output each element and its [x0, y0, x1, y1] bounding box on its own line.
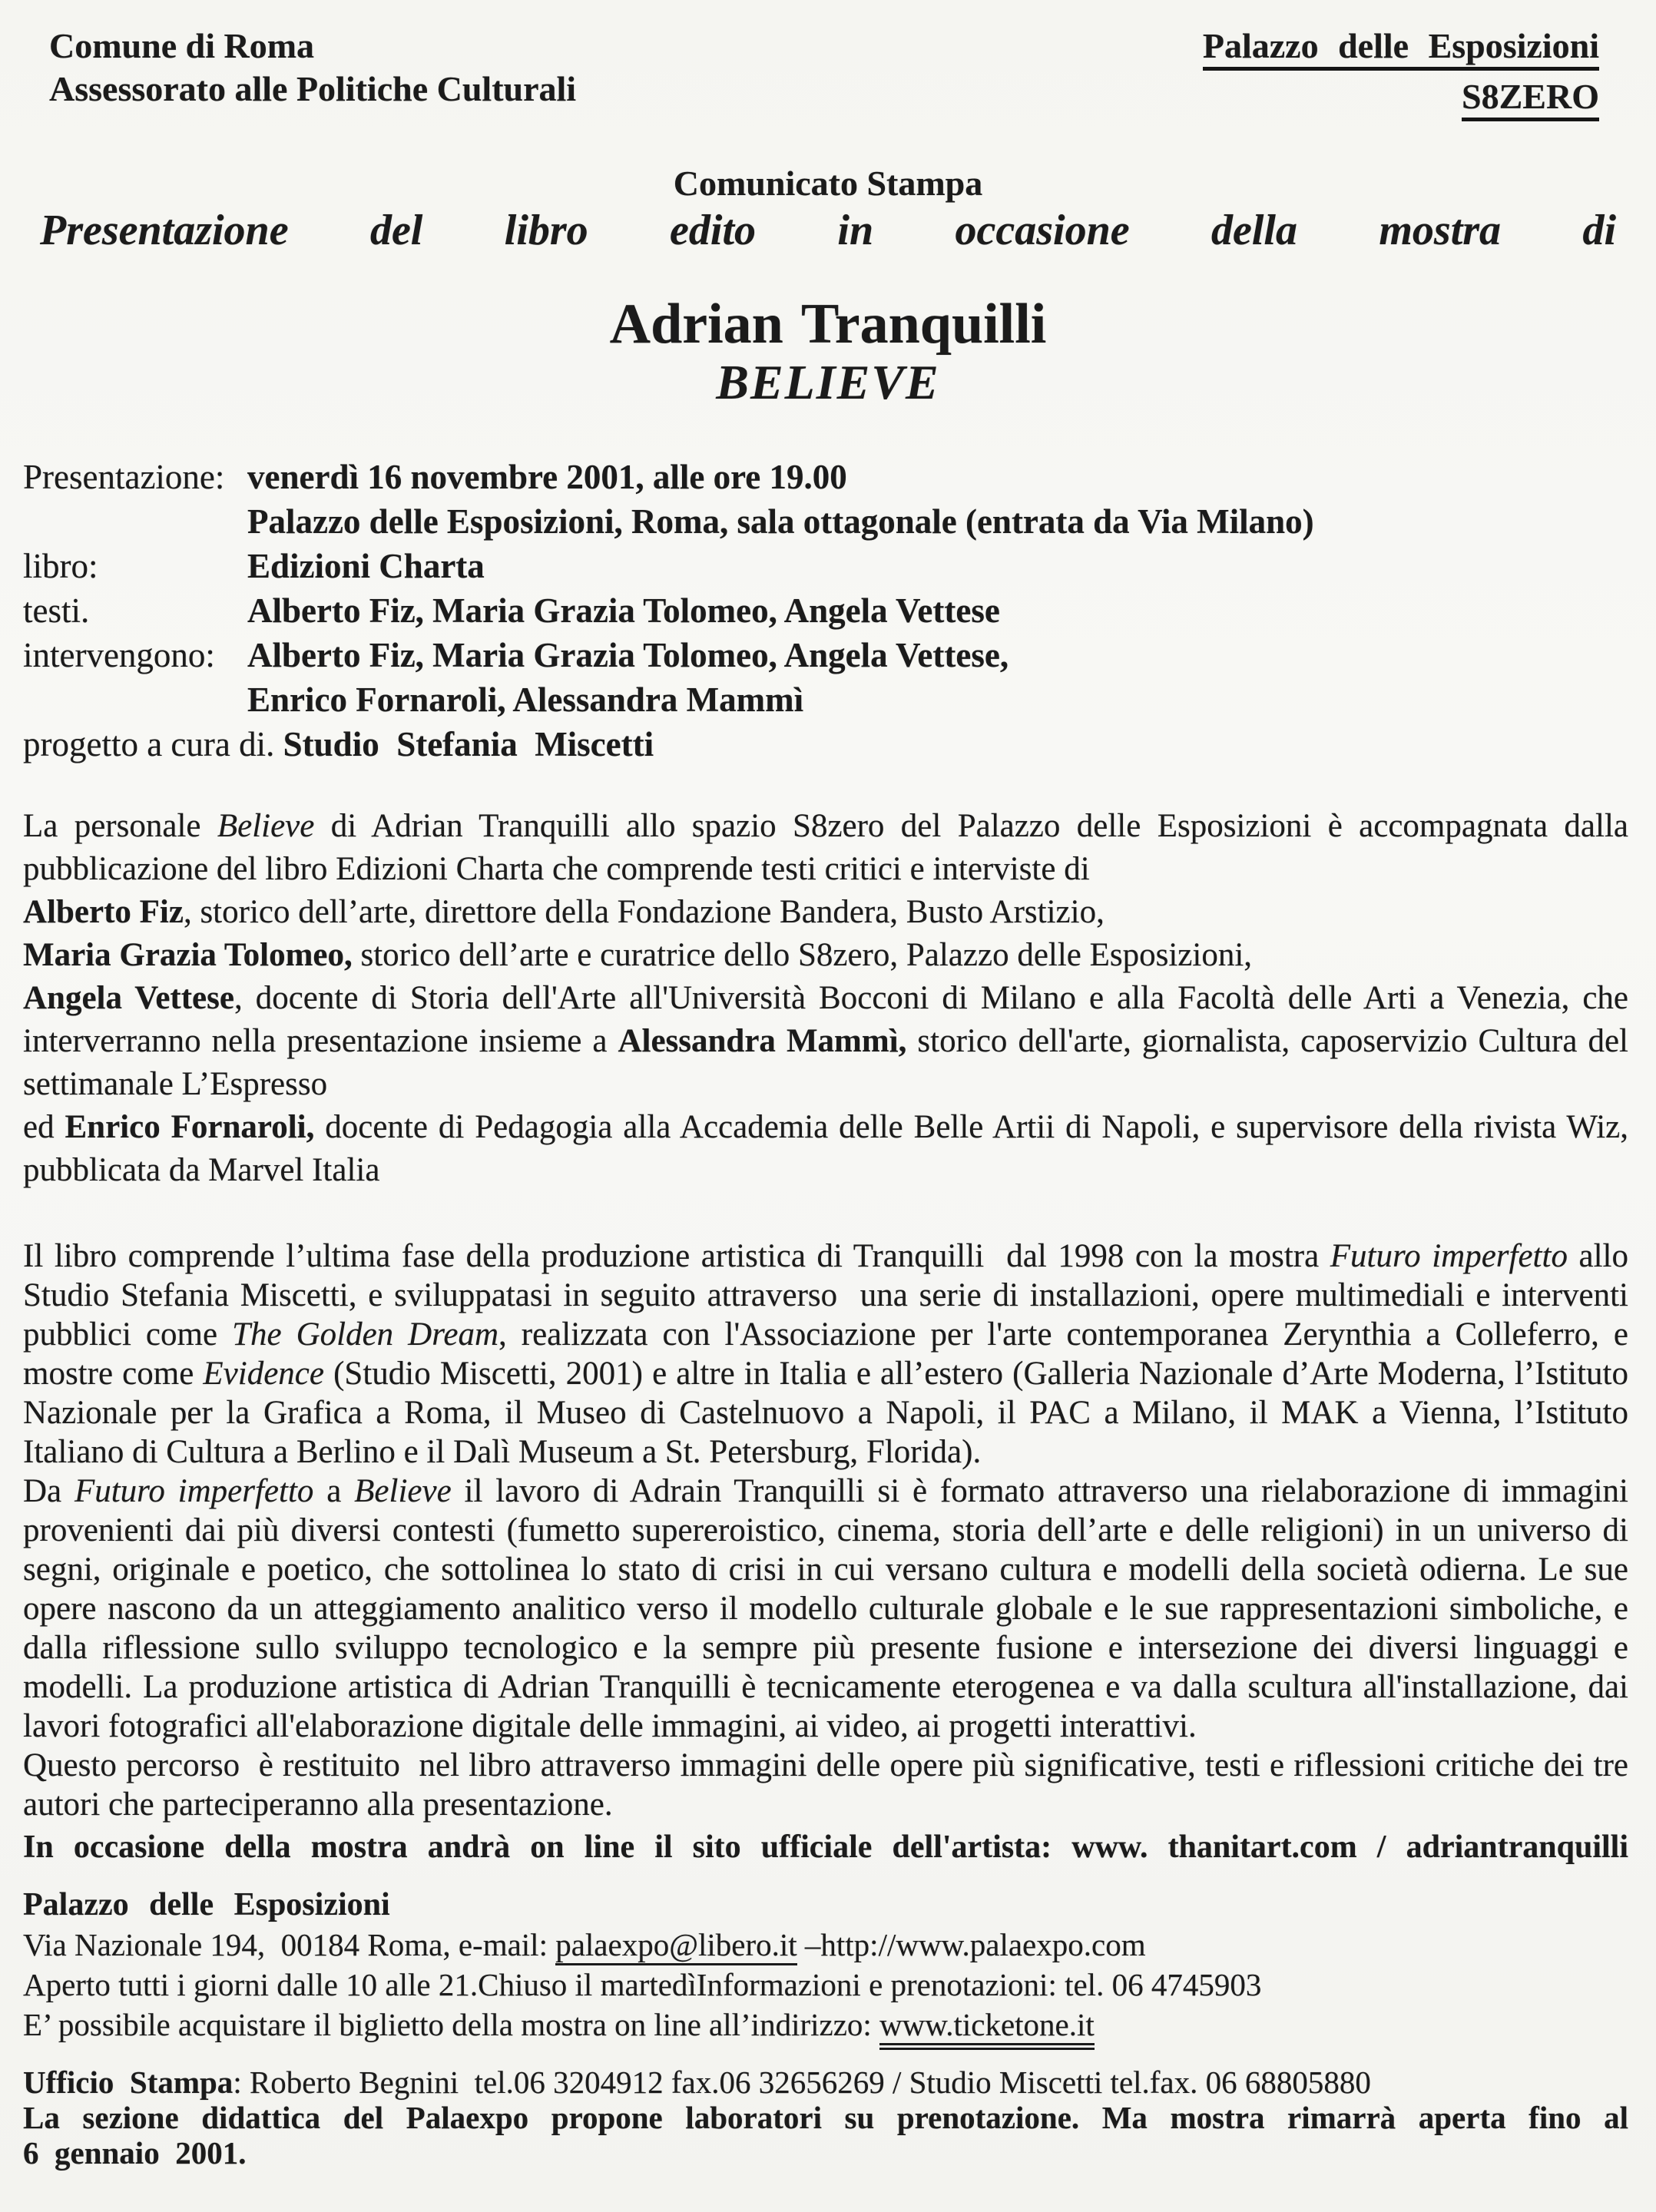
- info-value: Palazzo delle Esposizioni, Roma, sala ottagonale (entrata da Via Milano): [247, 502, 1314, 541]
- text-run: a: [313, 1473, 355, 1509]
- venue-tickets: [23, 2005, 1628, 2045]
- text-run: Via Nazionale 194, 00184 Roma, e-mail:: [23, 1927, 556, 1962]
- email-link: palaexpo@libero.it: [555, 1927, 797, 1965]
- info-value: Enrico Fornaroli, Alessandra Mammì: [247, 680, 804, 719]
- press-release-label: Comunicato Stampa: [673, 164, 983, 203]
- info-row-libro: [23, 544, 1628, 588]
- text-run: docente di Pedagogia alla Accademia delle Belle Artii di Napoli, e supervisore della rivista Wiz, pubblicata da Marvel Italia: [23, 1109, 1628, 1188]
- info-value: Alberto Fiz, Maria Grazia Tolomeo, Angela Vettese,: [247, 636, 1009, 674]
- text-run: The Golden Dream: [232, 1316, 498, 1353]
- paragraph-book-content: [23, 1237, 1628, 1472]
- org-name: Comune di Roma: [49, 26, 315, 65]
- text-run: Believe: [217, 808, 315, 844]
- text-run: Questo percorso è restituito nel libro attraverso immagini delle opere più significative, testi e riflessioni critiche dei tre autori che parteciperanno alla presentazione.: [23, 1747, 1628, 1823]
- paragraph-author-fornaroli: [23, 1106, 1628, 1192]
- text-run: Alberto Fiz: [23, 894, 184, 930]
- text-run: di Adrian Tranquilli allo spazio S8zero del Palazzo delle Esposizioni è accompagnata dalla pubblicazione del libro Edizioni Charta che comprende testi critici e interviste di: [23, 808, 1628, 887]
- text-run: Angela Vettese: [23, 980, 234, 1016]
- info-value: Edizioni Charta: [247, 547, 485, 585]
- text-run: , docente di Storia dell'Arte all'Università Bocconi di Milano e alla Facoltà delle Arti a Venezia, che interverranno nella presentazione insieme a: [23, 980, 1628, 1059]
- text-run: Il libro comprende l’ultima fase della produzione artistica di Tranquilli dal 1998 con la mostra: [23, 1238, 1330, 1274]
- book-presentation-subtitle: Presentazione del libro edito in occasione della mostra di: [40, 207, 1616, 254]
- info-label: intervengono:: [23, 636, 224, 674]
- press-office-block: [23, 2065, 1628, 2171]
- website-announcement: In occasione della mostra andrà on line il sito ufficiale dell'artista: www. thanitart.com / adriantranquilli: [23, 1830, 1628, 1865]
- text-run: La personale: [23, 808, 217, 844]
- text-run: : Roberto Begnini tel.06 3204912 fax.06 32656269 / Studio Miscetti tel.fax. 06 68805880: [233, 2065, 1371, 2100]
- venue-name-header: Palazzo delle Esposizioni: [1203, 28, 1599, 71]
- info-label: Presentazione:: [23, 458, 233, 496]
- venue-letterhead: [1203, 25, 1599, 126]
- exhibition-title: BELIEVE: [716, 355, 940, 409]
- paragraph-book-summary: [23, 1746, 1628, 1824]
- paragraph-book-intro: [23, 805, 1628, 891]
- info-label: [23, 677, 247, 722]
- intro-section: [23, 805, 1628, 1192]
- text-run: , storico dell’arte, direttore della Fondazione Bandera, Busto Arstizio,: [183, 894, 1105, 930]
- info-label: [23, 499, 247, 544]
- text-run: il lavoro di Adrain Tranquilli si è formato attraverso una rielaborazione di immagini provenienti dai più diversi contesti (fumetto supereroistico, cinema, storia dell’arte e delle religioni) in un universo di segni, originale e poetico, che sottolinea lo stato di crisi in cui versano cultura e modelli della società odierna. Le sue opere nascono da un atteggiamento analitico verso il modello culturale globale e le sue rappresentazioni simboliche, e dalla riflessione sullo sviluppo tecnologico e la sempre più presente fusione e intersezione dei diversi linguaggi e modelli. La produzione artistica di Adrian Tranquilli è tecnicamente eterogenea e va dalla scultura all'installazione, dai lavori fotografici all'elaborazione digitale delle immagini, ai video, ai progetti interattivi.: [23, 1473, 1628, 1744]
- website-url: –http://www.palaexpo.com: [797, 1927, 1146, 1962]
- text-run: Evidence: [203, 1356, 324, 1392]
- info-row-testi: [23, 588, 1628, 633]
- info-row-location: [23, 499, 1628, 544]
- text-run: Believe: [354, 1473, 452, 1509]
- ticketone-link: www.ticketone.it: [879, 2007, 1095, 2050]
- letterhead: [0, 0, 1656, 126]
- venue-address: [23, 1925, 1628, 1965]
- paragraph-author-tolomeo: [23, 934, 1628, 977]
- info-row-intervengono: [23, 633, 1628, 677]
- info-label: libro:: [23, 547, 107, 585]
- info-value: Studio Stefania Miscetti: [283, 725, 654, 763]
- venue-name-footer: Palazzo delle Esposizioni: [23, 1887, 390, 1922]
- info-row-presentazione: [23, 455, 1628, 499]
- didactic-note-line1: La sezione didattica del Palaexpo propone laboratori su prenotazione. Ma mostra rimarrà aperta fino al: [23, 2100, 1628, 2135]
- text-run: ed: [23, 1109, 65, 1145]
- text-run: Maria Grazia Tolomeo,: [23, 937, 353, 973]
- text-run: , realizzata con l'Associazione per l'arte contemporanea Zerynthia a Colleferro, e mostre come: [23, 1316, 1628, 1392]
- paragraph-artistic-path: [23, 1472, 1628, 1746]
- venue-contact-block: [23, 1885, 1628, 2045]
- venue-space-header: S8ZERO: [1462, 78, 1599, 121]
- text-run: E’ possibile acquistare il biglietto della mostra on line all’indirizzo:: [23, 2007, 880, 2042]
- info-label: progetto a cura di.: [23, 725, 283, 763]
- text-run: Enrico Fornaroli,: [65, 1109, 315, 1145]
- text-run: Ufficio Stampa: [23, 2065, 233, 2100]
- text-run: allo Studio Stefania Miscetti, e sviluppatasi in seguito attraverso una serie di installazioni, opere multimediali e interventi pubblici come: [23, 1238, 1628, 1353]
- artist-name: Adrian Tranquilli: [609, 293, 1047, 356]
- event-details: [23, 455, 1628, 767]
- info-row-intervengono-cont: [23, 677, 1628, 722]
- venue-hours: Aperto tutti i giorni dalle 10 alle 21.Chiuso il martedìInformazioni e prenotazioni: tel. 06 4745903: [23, 1967, 1262, 2002]
- info-value: venerdì 16 novembre 2001, alle ore 19.00: [247, 458, 847, 496]
- press-office-line: [23, 2065, 1628, 2100]
- text-run: Futuro imperfetto: [74, 1473, 314, 1509]
- text-run: storico dell'arte, giornalista, caposervizio Cultura del settimanale L’Espresso: [23, 1023, 1628, 1102]
- description-section: [23, 1237, 1628, 1824]
- org-department: Assessorato alle Politiche Culturali: [49, 69, 577, 108]
- text-run: Da: [23, 1473, 75, 1509]
- text-run: (Studio Miscetti, 2001) e altre in Italia e all’estero (Galleria Nazionale d’Arte Moderna, l’Istituto Nazionale per la Grafica a Roma, il Museo di Castelnuovo a Napoli, il PAC a Milano, il MAK a Vienna, l’Istituto Italiano di Cultura a Berlino e il Dalì Museum a St. Petersburg, Florida).: [23, 1356, 1628, 1470]
- paragraph-author-fiz: [23, 891, 1628, 934]
- paragraph-author-vettese: [23, 977, 1628, 1106]
- text-run: storico dell’arte e curatrice dello S8zero, Palazzo delle Esposizioni,: [352, 937, 1253, 973]
- info-value: Alberto Fiz, Maria Grazia Tolomeo, Angela Vettese: [247, 591, 1000, 630]
- info-label: testi.: [23, 591, 98, 630]
- issuing-organization: [49, 25, 576, 111]
- didactic-note-line2: 6 gennaio 2001.: [23, 2135, 247, 2171]
- info-row-progetto: [23, 722, 1628, 767]
- text-run: Futuro imperfetto: [1330, 1238, 1568, 1274]
- text-run: Alessandra Mammì,: [618, 1023, 907, 1059]
